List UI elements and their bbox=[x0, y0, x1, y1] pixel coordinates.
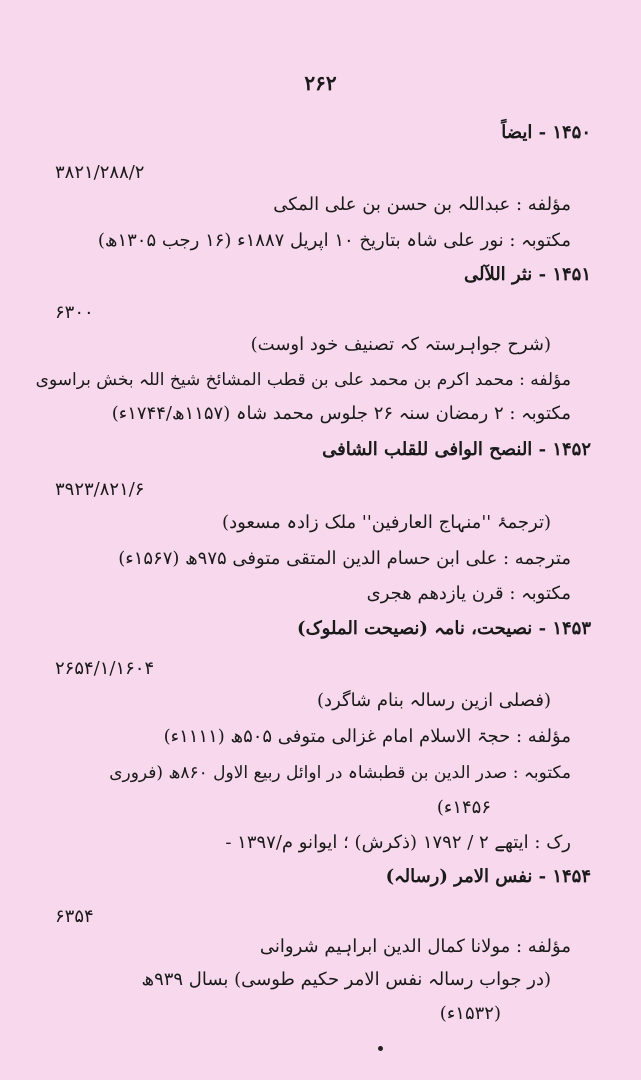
ink-dot bbox=[378, 1046, 383, 1051]
entry-1450-author: مؤلفه : عبداللہ بن حسن بن علی المکی bbox=[273, 194, 571, 215]
entry-1451-ref: ۶۳۰۰ bbox=[55, 302, 94, 323]
entry-1452-ref: ۳۹۲۳/۸۲۱/۶ bbox=[55, 479, 145, 500]
entry-1453-note: (فصلی ازین رسالہ بنام شاگرد) bbox=[317, 690, 551, 711]
entry-1451-author: مؤلفه : محمد اکرم بن محمد علی بن قطب المشائخ شیخ اللہ بخش براسوی bbox=[35, 370, 571, 390]
entry-1453-references: رک : ایتھے ۲ / ۱۷۹۲ (ذکرش) ؛ ایوانو م/۱۳۹۷ - bbox=[225, 832, 571, 853]
entry-1453-copied: مکتوبہ : صدر الدین بن قطبشاہ در اوائل ربیع الاول ۸۶۰ھ (فروری bbox=[109, 763, 571, 783]
entry-1454-date: (۱۵۳۲ء) bbox=[439, 1003, 501, 1024]
entry-1453-ref: ۲۶۵۴/۱/۱۶۰۴ bbox=[55, 658, 155, 679]
entry-1451-copied: مکتوبہ : ۲ رمضان سنہ ۲۶ جلوس محمد شاہ (۱۱۵۷ھ/۱۷۴۴ء) bbox=[111, 403, 571, 424]
entry-1450-heading: ۱۴۵۰ - ایضاً bbox=[501, 122, 591, 143]
entry-1453-author: مؤلفه : حجۃ الاسلام امام غزالی متوفی ۵۰۵ھ (۱۱۱۱ء) bbox=[163, 726, 571, 747]
entry-1450-copied: مکتوبہ : نور علی شاہ بتاریخ ۱۰ اپریل ۱۸۸۷ء (۱۶ رجب ۱۳۰۵ھ) bbox=[97, 230, 571, 251]
entry-1453-heading: ۱۴۵۳ - نصیحت، نامہ (نصیحت الملوک) bbox=[297, 618, 591, 639]
entry-1453-copied-cont: ۱۴۵۶ء) bbox=[436, 797, 491, 818]
entry-1452-heading: ۱۴۵۲ - النصح الوافی للقلب الشافی bbox=[322, 439, 591, 460]
entry-1450-ref: ۳۸۲۱/۲۸۸/۲ bbox=[55, 162, 145, 183]
entry-1452-copied: مکتوبہ : قرن یازدهم هجری bbox=[366, 583, 571, 604]
entry-1451-heading: ۱۴۵۱ - نثر اللآلی bbox=[463, 264, 591, 285]
entry-1452-note: (ترجمۂ ''منہاج العارفین'' ملک زادہ مسعود) bbox=[222, 512, 551, 533]
entry-1454-note: (در جواب رسالہ نفس الامر حکیم طوسی) بسال ۹۳۹ھ bbox=[141, 969, 551, 990]
entry-1454-author: مؤلفه : مولانا کمال الدین ابراہیم شروانی bbox=[259, 936, 571, 957]
page-number: ۲۶۲ bbox=[304, 71, 337, 95]
entry-1454-heading: ۱۴۵۴ - نفس الامر (رسالہ) bbox=[385, 866, 591, 887]
entry-1451-note: (شرح جواہرستہ کہ تصنیف خود اوست) bbox=[250, 334, 551, 355]
entry-1452-translator: مترجمه : علی ابن حسام الدین المتقی متوفی ۹۷۵ھ (۱۵۶۷ء) bbox=[118, 548, 571, 569]
entry-1454-ref: ۶۳۵۴ bbox=[55, 906, 94, 927]
